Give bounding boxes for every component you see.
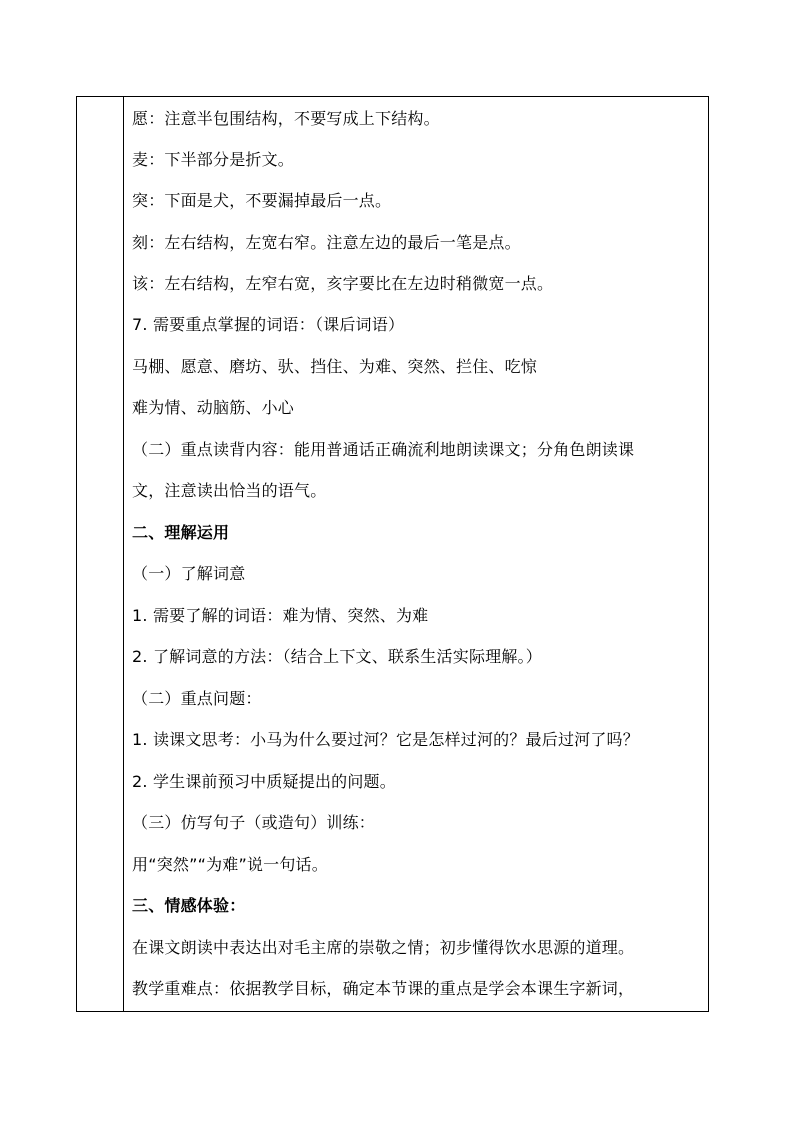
lesson-plan-table [76, 96, 709, 1012]
text-line: 2. 学生课前预习中质疑提出的问题。 [132, 772, 396, 791]
text-line: 刻：左右结构，左宽右窄。注意左边的最后一笔是点。 [132, 233, 521, 252]
text-line: （二）重点问题： [132, 689, 262, 708]
section-heading: 三、情感体验： [132, 896, 246, 915]
text-line: （三）仿写句子（或造句）训练： [132, 813, 376, 832]
text-line: 马棚、愿意、磨坊、驮、挡住、为难、突然、拦住、吃惊 [132, 357, 538, 376]
table-left-column [77, 97, 124, 1011]
text-line: （二）重点读背内容：能用普通话正确流利地朗读课文；分角色朗读课 [132, 440, 635, 459]
text-line: 在课文朗读中表达出对毛主席的崇敬之情；初步懂得饮水思源的道理。 [132, 938, 635, 957]
section-heading: 二、理解运用 [132, 523, 230, 542]
text-line: 1. 读课文思考：小马为什么要过河？它是怎样过河的？最后过河了吗？ [132, 730, 639, 749]
text-line: 突：下面是犬，不要漏掉最后一点。 [132, 191, 392, 210]
text-line: 麦：下半部分是折文。 [132, 150, 295, 169]
text-line: 教学重难点：依据教学目标，确定本节课的重点是学会本课生字新词， [132, 979, 635, 998]
text-line: 7. 需要重点掌握的词语：（课后词语） [132, 315, 405, 334]
text-line: 该：左右结构，左窄右宽，亥字要比在左边时稍微宽一点。 [132, 274, 554, 293]
text-line: 2. 了解词意的方法：（结合上下文、联系生活实际理解。） [132, 647, 542, 666]
table-content-cell [125, 97, 708, 1011]
text-line: 难为情、动脑筋、小心 [132, 398, 295, 417]
text-line: 愿：注意半包围结构，不要写成上下结构。 [132, 109, 440, 128]
text-line: 文，注意读出恰当的语气。 [132, 481, 327, 500]
text-line: 1. 需要了解的词语：难为情、突然、为难 [132, 606, 429, 625]
text-line: （一）了解词意 [132, 564, 246, 583]
text-line: 用“突然”“为难”说一句话。 [132, 855, 328, 874]
